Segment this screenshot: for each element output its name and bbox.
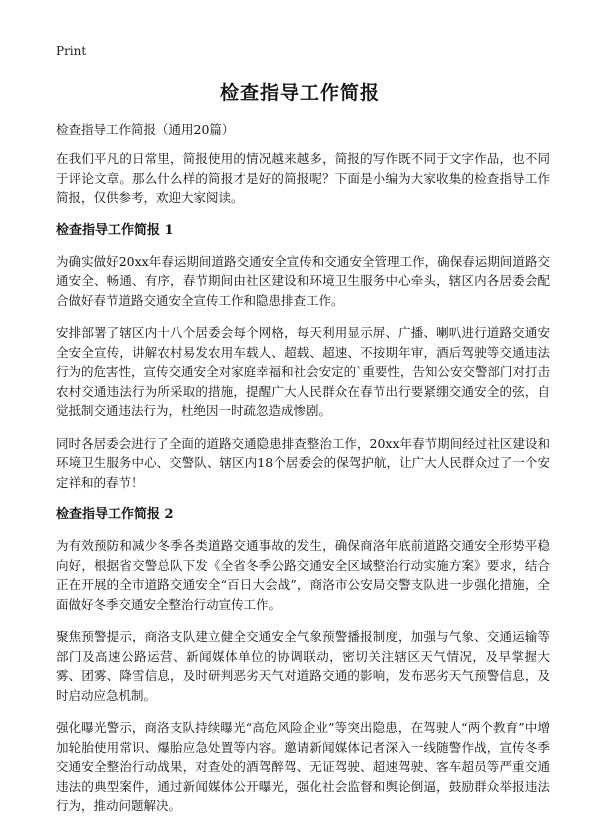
document-subtitle: 检查指导工作简报（通用20篇） (56, 122, 235, 137)
section-heading-2: 检查指导工作简报 2 (56, 507, 174, 522)
section-1-paragraph-2: 安排部署了辖区内十八个居委会每个网格，每天利用显示屏、广播、喇叭进行道路交通安全安全宣传，讲解农村易发农用车载人、超载、超速、不按期年审，酒后驾驶等交通违法行为的危害性，宣传交通安全对家庭幸福和社会安定的`重要性，告知公安交警部门对打击农村交通违法行为所采取的措施，提醒广大人民群众在春节出行要紧绷交通安全的弦，自觉抵制交通违法行为，杜绝因一时疏忽造成惨剧。 (56, 325, 550, 418)
document-title: 检查指导工作简报 (219, 82, 380, 104)
print-link[interactable]: Print (56, 44, 87, 58)
intro-paragraph: 在我们平凡的日常里，简报使用的情况越来越多，简报的写作既不同于文字作品，也不同于评论文章。那么什么样的简报才是好的简报呢？下面是小编为大家收集的检查指导工作简报，仅供参考，欢迎大家阅读。 (56, 151, 550, 205)
section-2-paragraph-3: 强化曝光警示，商洛支队持续曝光“高危风险企业”等突出隐患，在驾驶人“两个教育”中增加轮胎使用常识、爆胎应急处置等内容。邀请新闻媒体记者深入一线随警作战，宣传冬季交通安全整治行动战果，对查处的酒驾醉驾、无证驾驶、超速驾驶、客车超员等严重交通违法的典型案件，通过新闻媒体公开曝光，强化社会监督和舆论倒逼，鼓励群众举报违法行为，推动问题解决。 (56, 720, 550, 813)
section-1-paragraph-3: 同时各居委会进行了全面的道路交通隐患排查整治工作，20xx年春节期间经过社区建设和环境卫生服务中心、交警队、辖区内18个居委会的保驾护航，让广大人民群众过了一个安定祥和的春节！ (56, 435, 550, 490)
section-2-paragraph-1: 为有效预防和减少冬季各类道路交通事故的发生，确保商洛年底前道路交通安全形势平稳向好，根据省交警总队下发《全省冬季公路交通安全区域整治行动实施方案》要求，结合正在开展的全市道路交通安全“百日大会战”，商洛市公安局交警支队进一步强化措施，全面做好冬季交通安全整治行动宣传工作。 (56, 538, 550, 612)
section-2-paragraph-2: 聚焦预警提示，商洛支队建立健全交通安全气象预警播报制度，加强与气象、交通运输等部门及高速公路运营、新闻媒体单位的协调联动，密切关注辖区天气情况，及早掌握大雾、团雾、降雪信息，及时研判恶劣天气对道路交通的影响，发布恶劣天气预警信息，及时启动应急机制。 (56, 629, 550, 703)
document-body (56, 119, 550, 829)
section-heading-1: 检查指导工作简报 1 (56, 222, 174, 238)
section-1-paragraph-1: 为确实做好20xx年春运期间道路交通安全宣传和交通安全管理工作，确保春运期间道路交通安全、畅通、有序，春节期间由社区建设和环境卫生服务中心牵头，辖区内各居委会配合做好春节道路交通安全宣传工作和隐患排查工作。 (56, 253, 550, 308)
